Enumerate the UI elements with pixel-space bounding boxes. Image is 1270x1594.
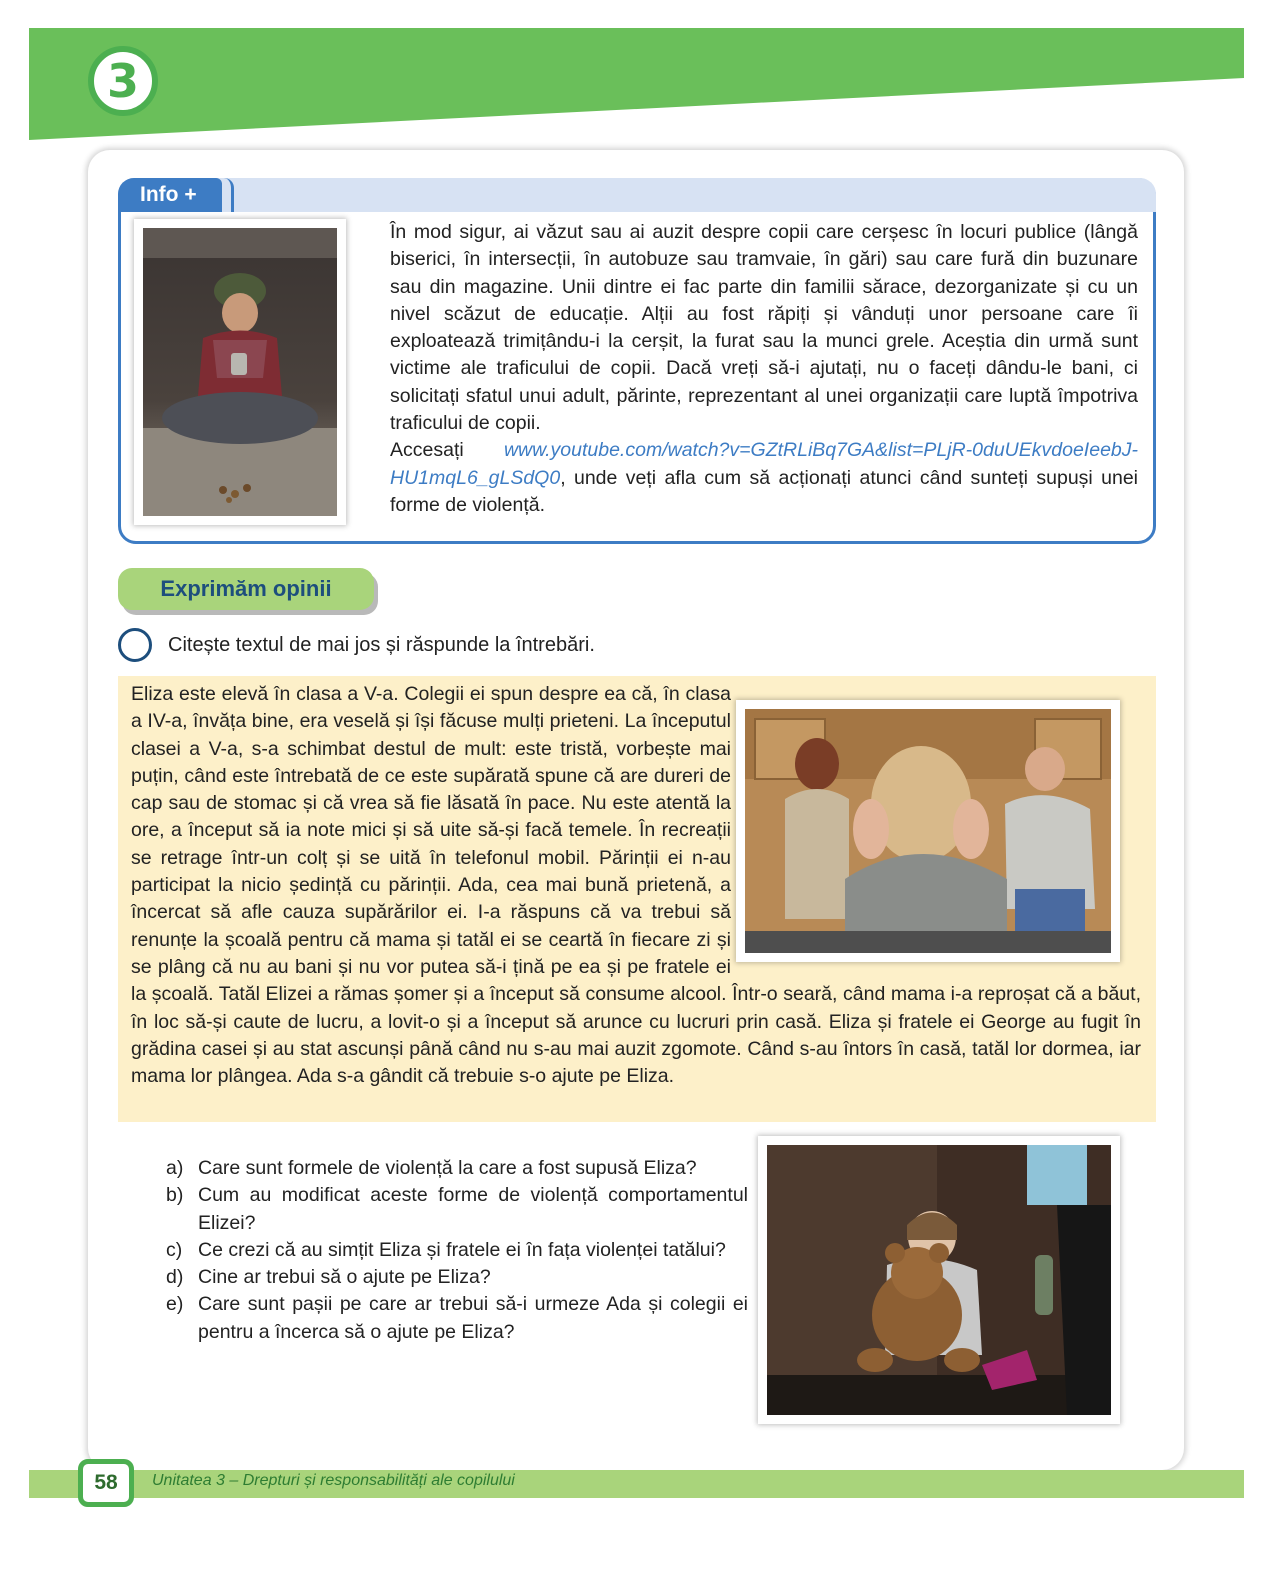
question-item [166,1155,748,1182]
info-tab-edge [222,178,234,212]
access-suffix: , unde veți afla cum să acționați atunci când sunteți supuși unei forme de violență. [390,466,1138,516]
question-letter: a) [166,1157,184,1179]
question-text: Care sunt pașii pe care ar trebui să-i urmeze Ada și colegii ei pentru a încerca să o ajute pe Eliza? [198,1293,748,1343]
task-marker [118,628,152,662]
info-paragraph: În mod sigur, ai văzut sau ai auzit despre copii care cerșesc în locuri publice (lângă biserici, în intersecții, în autobuze sau tramvaie, în gări) sau care fură din buzunare sau din magazine. Unii dintre ei fac parte din familii sărace, dezorganizate și cu un nivel scăzut de educație. Alții au fost răpiți și vânduți unor persoane care îi exploatează trimițându-i la cerșit, la furat sau la munci grele. Aceștia din urmă sunt victime ale traficului de copii. Dacă vreți să-i ajutați, nu o faceți dându-le bani, ci solicitați sfatul unui adult, părinte, reprezentant al unei organizații care luptă împotriva traficului de copii. [390,221,1138,435]
section-title [118,568,374,610]
footer-unit-title: Unitatea 3 – Drepturi și responsabilități ale copilului [152,1472,515,1489]
header-band [29,28,1244,140]
question-text: Ce crezi că au simțit Eliza și fratele ei în fața violenței tatălui? [198,1238,726,1261]
chapter-badge [88,46,158,116]
page-number [78,1459,134,1507]
section-title-label: Exprimăm opinii [160,576,332,601]
beggar-child-image [143,228,337,516]
question-letter: d) [166,1266,184,1289]
access-prefix: Accesați [390,439,504,462]
question-letter: e) [166,1293,184,1316]
info-text [390,219,1138,519]
question-text: Care sunt formele de violență la care a fost supusă Eliza? [198,1157,697,1179]
family-conflict-image [745,709,1111,953]
question-item [166,1237,748,1264]
question-letter: c) [166,1238,183,1261]
question-letter: b) [166,1184,184,1207]
task-instruction: Citește textul de mai jos și răspunde la întrebări. [168,634,595,656]
question-item [166,1264,748,1291]
story-paragraph: Eliza este elevă în clasa a V-a. Colegii ei spun despre ea că, în clasa a IV-a, învăța bine, era veselă și își făcuse mulți prieteni. La începutul clasei a V-a, s-a schimbat destul de mult: este tristă, vorbește mai puțin, când este întrebată de ce este supărată spune că are dureri de cap sau de stomac și că vrea să fie lăsată în pace. Nu este atentă la ore, a început să ia note mici și să uite să-și facă temele. În recreații se retrage într-un colț și se uită în telefonul mobil. Părinții ei n-au participat la nicio ședință cu părinții. Ada, cea mai bună prietenă, a încercat să afle cauza supărărilor ei. I-a răspuns că va trebui să renunțe la școală pentru că mama și tatăl ei se ceartă în fiecare zi și se plâng că nu au bani și nu vor putea să-i țină pe ea și pe fratele ei la școală. Tatăl Elizei a rămas șomer și a început să consume alcool. Într-o seară, când mama i-a reproșat că a băut, în loc să-și caute de lucru, a lovit-o și a început să arunce cu lucruri prin casă. Eliza și fratele ei George au fugit în grădina casei și au stat ascunși până când nu s-au mai auzit zgomote. Când s-au întors în casă, tatăl lor dormea, iar mama lor plângea. Ada s-a gândit că trebuie s-o ajute pe Eliza. [131,683,1141,1088]
info-tab-label: Info + [140,183,197,206]
question-item [166,1182,748,1237]
question-text: Cum au modificat aceste forme de violență comportamentul Elizei? [198,1184,748,1234]
family-conflict-photo [736,700,1120,962]
info-tab [118,178,222,212]
chapter-number: 3 [106,54,139,108]
beggar-child-photo [134,219,346,525]
question-item [166,1291,748,1346]
question-text: Cine ar trebui să o ajute pe Eliza? [198,1266,491,1289]
question-list [166,1155,748,1346]
frightened-child-photo [758,1136,1120,1424]
frightened-child-image [767,1145,1111,1415]
page-number-label: 58 [94,1471,118,1494]
info-box-header [118,178,1156,212]
video-link[interactable]: www.youtube.com/watch?v=GZtRLiBq7GA&list=PLjR-0duUEkvdoeIeebJ-HU1mqL6_gLSdQ0 [390,439,1138,489]
